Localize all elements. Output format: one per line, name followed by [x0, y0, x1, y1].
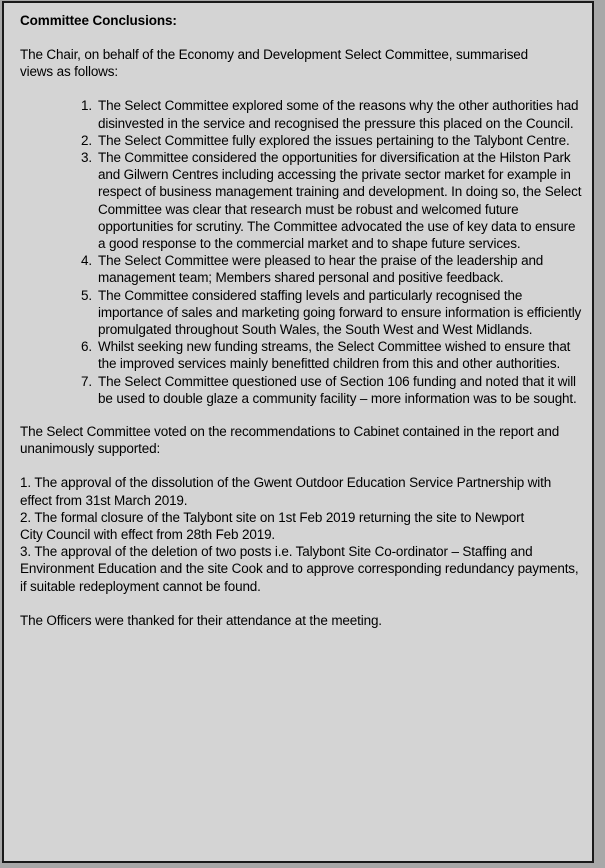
intro-paragraph: The Chair, on behalf of the Economy and Development Select Committee, summarised views as follows:	[20, 47, 529, 80]
vote-statement: The Select Committee voted on the recommendations to Cabinet contained in the report and unanimously supported:	[20, 424, 560, 457]
list-item: The Select Committee were pleased to hear the praise of the leadership and management team; Members shared personal and positive feedback.	[98, 253, 544, 286]
list-item: Whilst seeking new funding streams, the Select Committee wished to ensure that the improved services mainly benefitted children from this and other authorities.	[98, 339, 571, 372]
page-title: Committee Conclusions:	[20, 13, 177, 28]
conclusions-list	[20, 97, 582, 407]
list-item: The Select Committee explored some of the reasons why the other authorities had disinvested in the service and recognised the pressure this placed on the Council.	[98, 98, 579, 131]
recommendation-item: 3. The approval of the deletion of two posts i.e. Talybont Site Co-ordinator – Staffing and Environment Education and the site Cook and to approve corresponding redundancy payments, if suitable redeployment cannot be found.	[20, 544, 579, 594]
list-item: The Select Committee fully explored the issues pertaining to the Talybont Centre.	[98, 132, 570, 148]
list-item: The Committee considered staffing levels and particularly recognised the importance of sales and marketing going forward to ensure information is efficiently promulgated throughout South Wales, the South West and West Midlands.	[98, 287, 582, 338]
list-item: The Committee considered the opportunities for diversification at the Hilston Park and Gilwern Centres including accessing the private sector market for example in respect of business management training and development. In doing so, the Select Committee was clear that research must be robust and welcomed future opportunities for scrutiny. The Committee advocated the use of key data to ensure a good response to the commercial market and to shape future services.	[98, 150, 582, 252]
document-panel	[2, 1, 594, 863]
recommendations-list	[20, 474, 582, 594]
recommendation-item: 2. The formal closure of the Talybont site on 1st Feb 2019 returning the site to Newport	[20, 509, 525, 525]
document-body	[4, 3, 592, 629]
list-item: The Select Committee questioned use of Section 106 funding and noted that it will be used to double glaze a community facility – more information was to be sought.	[98, 373, 577, 406]
closing-paragraph: The Officers were thanked for their attendance at the meeting.	[20, 612, 382, 628]
recommendation-item: 1. The approval of the dissolution of the Gwent Outdoor Education Service Partnership with effect from 31st March 2019.	[20, 475, 552, 508]
recommendation-item: City Council with effect from 28th Feb 2019.	[20, 527, 276, 543]
